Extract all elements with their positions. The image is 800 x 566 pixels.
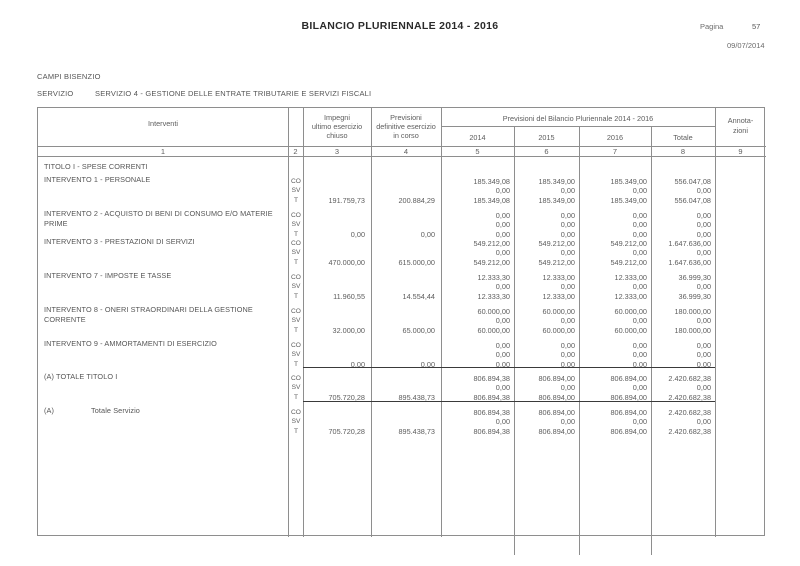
header-year-2016: 2016 — [606, 133, 624, 142]
cell-totale-co: 556.047,08 — [674, 177, 711, 186]
cell-totale-t: 36.999,30 — [678, 291, 711, 301]
colnum-9: 9 — [738, 147, 743, 156]
col-divider-2 — [303, 108, 304, 537]
cell-y2014-t: 60.000,00 — [477, 325, 510, 335]
cell-y2015-sv: 0,00 — [560, 248, 575, 258]
cell-y2015-t: 0,00 — [560, 229, 575, 239]
cell-y2015-co: 549.212,00 — [538, 239, 575, 248]
header-previsioni-group: Previsioni del Bilancio Pluriennale 2014 - 2016 — [502, 114, 654, 123]
row-type-co: CO — [291, 409, 301, 416]
row-label-secondary: Totale Servizio — [91, 406, 140, 415]
row-type-t: T — [293, 360, 299, 368]
colnum-4: 4 — [403, 147, 409, 156]
col-divider-8 — [715, 108, 716, 537]
cell-y2014-sv: 0,00 — [495, 220, 510, 230]
cell-y2016-t: 0,00 — [632, 359, 647, 369]
cell-y2014-co: 0,00 — [495, 341, 510, 350]
colnum-5: 5 — [475, 147, 480, 156]
cell-y2015-co: 806.894,00 — [538, 408, 575, 417]
cell-y2014-co: 185.349,08 — [473, 177, 510, 186]
cell-y2014-sv: 0,00 — [495, 316, 510, 326]
cell-y2015-co: 806.894,00 — [538, 374, 575, 383]
cell-y2015-sv: 0,00 — [560, 383, 575, 393]
cell-y2014-sv: 0,00 — [495, 186, 510, 196]
cell-y2016-t: 185.349,00 — [610, 195, 647, 205]
page-title: BILANCIO PLURIENNALE 2014 - 2016 — [301, 20, 499, 32]
cell-y2014-sv: 0,00 — [495, 282, 510, 292]
cell-y2014-sv: 0,00 — [495, 383, 510, 393]
cell-totale-sv: 0,00 — [696, 417, 711, 427]
row-type-co: CO — [291, 212, 301, 219]
colnum-bottom-divider — [38, 156, 766, 157]
header-impegni-line2: ultimo esercizio — [311, 122, 363, 131]
row-type-co: CO — [291, 178, 301, 185]
cell-y2016-co: 806.894,00 — [610, 408, 647, 417]
cell-totale-sv: 0,00 — [696, 316, 711, 326]
header-interventi: Interventi — [147, 119, 178, 128]
header-annotazioni-line2: zioni — [732, 126, 748, 135]
cell-y2016-co: 12.333,00 — [614, 273, 647, 282]
cell-y2016-t: 0,00 — [632, 229, 647, 239]
cell-y2014-t: 806.894,38 — [473, 426, 510, 436]
cell-y2015-t: 0,00 — [560, 359, 575, 369]
cell-y2014-t: 0,00 — [495, 359, 510, 369]
row-type-sv: SV — [291, 221, 301, 229]
page-number: 57 — [752, 22, 761, 31]
cell-y2016-sv: 0,00 — [632, 282, 647, 292]
colnum-1: 1 — [160, 147, 166, 156]
row-type-sv: SV — [291, 384, 301, 392]
cell-y2015-t: 60.000,00 — [542, 325, 575, 335]
row-type-co: CO — [291, 274, 301, 281]
cell-y2015-co: 60.000,00 — [542, 307, 575, 316]
cell-y2015-t: 806.894,00 — [538, 426, 575, 436]
cell-y2014-t: 0,00 — [495, 229, 510, 239]
row-label: INTERVENTO 7 - IMPOSTE E TASSE — [44, 271, 172, 280]
row-type-co: CO — [291, 342, 301, 349]
cell-impegni: 470.000,00 — [328, 257, 365, 267]
cell-y2014-co: 12.333,30 — [477, 273, 510, 282]
row-label-secondary: PRIME — [44, 219, 68, 228]
cell-impegni: 11.960,55 — [333, 291, 365, 301]
service-label: SERVIZIO — [37, 89, 74, 98]
cell-totale-co: 0,00 — [696, 341, 711, 350]
cell-y2014-sv: 0,00 — [495, 248, 510, 258]
service-value: SERVIZIO 4 - GESTIONE DELLE ENTRATE TRIBUTARIE E SERVIZI FISCALI — [95, 89, 372, 98]
row-type-t: T — [293, 326, 299, 334]
colnum-6: 6 — [544, 147, 549, 156]
cell-totale-sv: 0,00 — [696, 350, 711, 360]
row-label: INTERVENTO 2 - ACQUISTO DI BENI DI CONSUMO E/O MATERIE — [44, 209, 273, 218]
cell-y2016-sv: 0,00 — [632, 316, 647, 326]
row-label-secondary: CORRENTE — [44, 315, 86, 324]
row-label: INTERVENTO 3 - PRESTAZIONI DI SERVIZI — [44, 237, 195, 246]
cell-previsioni-definitive: 0,00 — [420, 359, 435, 369]
cell-totale-t: 2.420.682,38 — [668, 426, 711, 436]
cell-y2014-t: 185.349,08 — [473, 195, 510, 205]
cell-y2015-sv: 0,00 — [560, 316, 575, 326]
cell-y2015-co: 0,00 — [560, 341, 575, 350]
cell-y2015-sv: 0,00 — [560, 220, 575, 230]
cell-y2016-sv: 0,00 — [632, 417, 647, 427]
cell-y2016-sv: 0,00 — [632, 350, 647, 360]
row-type-t: T — [293, 292, 299, 300]
total-rule — [303, 401, 715, 402]
colnum-3: 3 — [334, 147, 340, 156]
col-divider-7 — [651, 126, 652, 555]
cell-previsioni-definitive: 200.884,29 — [398, 195, 435, 205]
col-divider-5 — [514, 126, 515, 555]
cell-totale-sv: 0,00 — [696, 282, 711, 292]
total-rule — [303, 367, 715, 368]
cell-y2016-sv: 0,00 — [632, 186, 647, 196]
cell-y2015-co: 12.333,00 — [542, 273, 575, 282]
row-type-co: CO — [291, 240, 301, 247]
page-label: Pagina — [700, 22, 724, 31]
row-type-sv: SV — [291, 317, 301, 325]
cell-impegni: 0,00 — [350, 229, 365, 239]
cell-totale-sv: 0,00 — [696, 220, 711, 230]
cell-totale-co: 1.647.636,00 — [668, 239, 711, 248]
cell-y2014-sv: 0,00 — [495, 350, 510, 360]
header-group-divider — [441, 126, 715, 127]
cell-y2016-t: 806.894,00 — [610, 426, 647, 436]
cell-totale-t: 2.420.682,38 — [668, 392, 711, 402]
header-annotazioni-line1: Annota- — [727, 116, 754, 125]
cell-y2016-co: 60.000,00 — [614, 307, 647, 316]
cell-totale-t: 556.047,08 — [674, 195, 711, 205]
header-year-2014: 2014 — [469, 133, 486, 142]
row-type-sv: SV — [291, 283, 301, 291]
row-type-t: T — [293, 393, 299, 401]
header-totale: Totale — [673, 133, 693, 142]
cell-totale-sv: 0,00 — [696, 186, 711, 196]
cell-y2016-co: 549.212,00 — [610, 239, 647, 248]
cell-impegni: 0,00 — [350, 359, 365, 369]
cell-y2014-co: 0,00 — [495, 211, 510, 220]
cell-y2015-t: 549.212,00 — [538, 257, 575, 267]
cell-y2016-co: 806.894,00 — [610, 374, 647, 383]
header-impegni-line1: Impegni — [324, 113, 350, 122]
cell-y2016-sv: 0,00 — [632, 383, 647, 393]
header-previsioni-def-line3: in corso — [393, 131, 419, 140]
cell-y2014-t: 12.333,30 — [477, 291, 510, 301]
cell-previsioni-definitive: 0,00 — [420, 229, 435, 239]
row-type-sv: SV — [291, 249, 301, 257]
cell-y2014-sv: 0,00 — [495, 417, 510, 427]
section-title: TITOLO I - SPESE CORRENTI — [44, 162, 148, 171]
cell-y2014-co: 60.000,00 — [477, 307, 510, 316]
cell-y2016-t: 60.000,00 — [614, 325, 647, 335]
cell-impegni: 705.720,28 — [328, 426, 365, 436]
entity-name: CAMPI BISENZIO — [37, 72, 101, 81]
cell-y2015-sv: 0,00 — [560, 350, 575, 360]
cell-previsioni-definitive: 14.554,44 — [402, 291, 435, 301]
row-label: (A) TOTALE TITOLO I — [44, 372, 118, 381]
cell-totale-co: 180.000,00 — [674, 307, 711, 316]
cell-totale-t: 180.000,00 — [674, 325, 711, 335]
cell-previsioni-definitive: 65.000,00 — [402, 325, 435, 335]
cell-y2016-t: 549.212,00 — [610, 257, 647, 267]
row-type-t: T — [293, 196, 299, 204]
colnum-8: 8 — [680, 147, 686, 156]
cell-totale-co: 36.999,30 — [678, 273, 711, 282]
document-date: 09/07/2014 — [727, 41, 765, 50]
header-previsioni-def-line2: definitive esercizio — [376, 122, 436, 131]
cell-y2014-t: 806.894,38 — [473, 392, 510, 402]
row-type-sv: SV — [291, 351, 301, 359]
row-label: INTERVENTO 1 - PERSONALE — [44, 175, 151, 184]
cell-y2014-co: 806.894,38 — [473, 408, 510, 417]
cell-y2016-t: 12.333,00 — [614, 291, 647, 301]
cell-y2016-co: 0,00 — [632, 341, 647, 350]
cell-y2015-t: 12.333,00 — [542, 291, 575, 301]
cell-impegni: 705.720,28 — [328, 392, 365, 402]
row-type-t: T — [293, 258, 299, 266]
cell-y2015-sv: 0,00 — [560, 417, 575, 427]
row-label: INTERVENTO 9 - AMMORTAMENTI DI ESERCIZIO — [44, 339, 217, 348]
row-type-t: T — [293, 427, 299, 435]
cell-y2015-co: 185.349,00 — [538, 177, 575, 186]
col-divider-4 — [441, 108, 442, 537]
col-divider-6 — [579, 126, 580, 555]
cell-totale-sv: 0,00 — [696, 248, 711, 258]
cell-y2016-sv: 0,00 — [632, 220, 647, 230]
cell-y2015-co: 0,00 — [560, 211, 575, 220]
row-type-sv: SV — [291, 418, 301, 426]
cell-previsioni-definitive: 895.438,73 — [398, 392, 435, 402]
row-label: INTERVENTO 8 - ONERI STRAORDINARI DELLA GESTIONE — [44, 305, 253, 314]
header-impegni-line3: chiuso — [326, 131, 348, 140]
row-label: (A) — [44, 406, 55, 415]
cell-y2014-co: 806.894,38 — [473, 374, 510, 383]
cell-y2014-t: 549.212,00 — [473, 257, 510, 267]
cell-y2015-sv: 0,00 — [560, 186, 575, 196]
cell-totale-t: 0,00 — [696, 359, 711, 369]
cell-y2016-co: 0,00 — [632, 211, 647, 220]
cell-impegni: 32.000,00 — [332, 325, 365, 335]
cell-totale-sv: 0,00 — [696, 383, 711, 393]
cell-totale-co: 2.420.682,38 — [668, 374, 711, 383]
cell-previsioni-definitive: 895.438,73 — [398, 426, 435, 436]
row-type-co: CO — [291, 375, 301, 382]
cell-previsioni-definitive: 615.000,00 — [398, 257, 435, 267]
cell-y2016-t: 806.894,00 — [610, 392, 647, 402]
header-year-2015: 2015 — [538, 133, 555, 142]
cell-totale-t: 0,00 — [696, 229, 711, 239]
colnum-2: 2 — [293, 147, 298, 156]
cell-totale-co: 2.420.682,38 — [668, 408, 711, 417]
colnum-7: 7 — [612, 147, 618, 156]
cell-y2015-sv: 0,00 — [560, 282, 575, 292]
cell-y2015-t: 185.349,00 — [538, 195, 575, 205]
cell-y2015-t: 806.894,00 — [538, 392, 575, 402]
cell-totale-t: 1.647.636,00 — [668, 257, 711, 267]
row-type-co: CO — [291, 308, 301, 315]
cell-impegni: 191.759,73 — [328, 195, 365, 205]
cell-y2016-sv: 0,00 — [632, 248, 647, 258]
row-type-t: T — [293, 230, 299, 238]
cell-y2014-co: 549.212,00 — [473, 239, 510, 248]
row-type-sv: SV — [291, 187, 301, 195]
col-divider-3 — [371, 108, 372, 537]
cell-totale-co: 0,00 — [696, 211, 711, 220]
header-previsioni-def-line1: Previsioni — [390, 113, 422, 122]
cell-y2016-co: 185.349,00 — [610, 177, 647, 186]
budget-table — [37, 107, 765, 536]
